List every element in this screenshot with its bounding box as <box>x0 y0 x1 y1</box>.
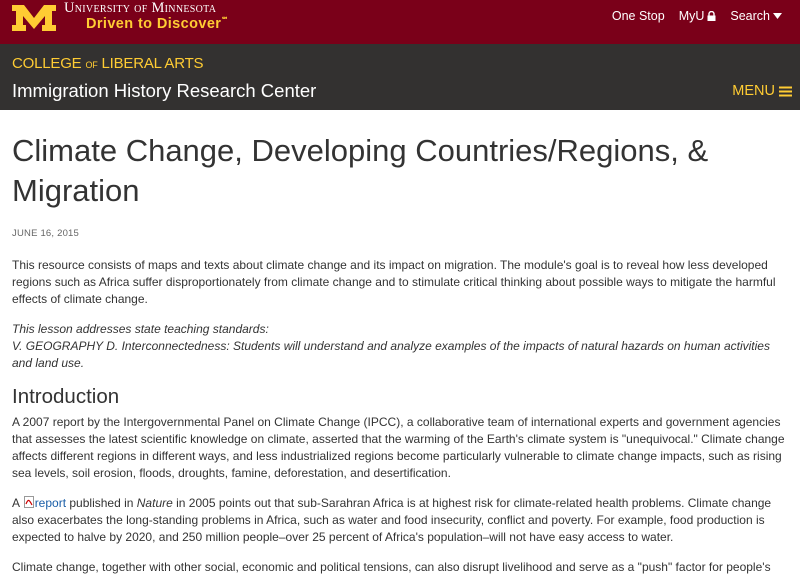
university-name[interactable]: University of Minnesota <box>64 0 217 16</box>
nav-myu-label: MyU <box>678 9 705 23</box>
pdf-icon <box>24 496 34 508</box>
caret-down-icon <box>773 13 782 19</box>
nav-one-stop[interactable] <box>612 9 665 23</box>
tagline-text: Driven to Discover <box>86 16 222 32</box>
standards-line-1: This lesson addresses state teaching standards: <box>12 322 269 336</box>
nav-search-label: Search <box>730 9 770 23</box>
nav-myu[interactable] <box>679 9 717 23</box>
main-content <box>12 110 788 576</box>
lock-icon <box>707 11 716 21</box>
para2-rest: in 2005 points out that sub-Sarahran Africa is at highest risk for climate-related health problems. Climate change also exacerbates the long-standing problems in Africa, such as water and food insecurity, conflict and poverty. For example, food production is expected to halve by 2020, and 250 million people–over 25 percent of Africa's population–will not have easy access to water. <box>12 496 772 544</box>
section-heading-introduction: Introduction <box>12 385 120 408</box>
university-tagline <box>86 16 229 32</box>
intro-paragraph: This resource consists of maps and texts about climate change and its impact on migration. The module's goal is to reveal how less developed regions such as Africa suffer disproportionately from climate change and to stimulate critical thinking about possible ways to mitigate the harmful effects of climate change. <box>12 258 776 306</box>
standards-note <box>12 321 788 372</box>
publish-date: JUNE 16, 2015 <box>12 228 80 239</box>
college-name-part1: COLLEGE <box>12 55 82 72</box>
hamburger-icon <box>779 86 792 97</box>
menu-button[interactable] <box>732 83 792 99</box>
page-title: Climate Change, Developing Countries/Regions, & Migration <box>12 133 709 208</box>
para2-mid: published in <box>66 496 137 510</box>
standards-line-2: V. GEOGRAPHY D. Interconnectedness: Students will understand and analyze examples of the impacts of natural hazards on human activities and land use. <box>12 339 770 370</box>
tagline-service-mark: ℠ <box>221 17 229 25</box>
paragraph-push-factor: Climate change, together with other social, economic and political tensions, can also disrupt livelihood and serve as a "push" factor for people's <box>12 560 771 574</box>
college-name[interactable] <box>12 55 203 72</box>
nav-search[interactable] <box>730 9 782 23</box>
college-header <box>0 44 800 110</box>
menu-label: MENU <box>732 83 775 99</box>
university-header <box>0 0 800 44</box>
university-nav <box>612 9 782 23</box>
center-name[interactable]: Immigration History Research Center <box>12 80 317 101</box>
college-name-of: OF <box>85 60 98 70</box>
report-link[interactable]: report <box>34 496 67 510</box>
college-name-part2: LIBERAL ARTS <box>101 55 204 72</box>
para2-prefix: A <box>12 496 23 510</box>
nav-one-stop-label: One Stop <box>611 9 665 23</box>
nature-journal: Nature <box>136 496 173 510</box>
block-m-logo-icon[interactable] <box>10 3 58 33</box>
paragraph-ipcc: A 2007 report by the Intergovernmental Panel on Climate Change (IPCC), a collaborative team of international experts and government agencies that assesses the latest scientific knowledge on climate, asserted that the warming of the Earth's climate system is "unequivocal." Climate change affects different regions in different ways, and less industrialized regions become particularly vulnerable to climate change impacts, such as rising sea levels, soil erosion, floods, droughts, famine, deforestation, and desertification. <box>12 415 785 480</box>
paragraph-nature-report <box>12 495 788 546</box>
